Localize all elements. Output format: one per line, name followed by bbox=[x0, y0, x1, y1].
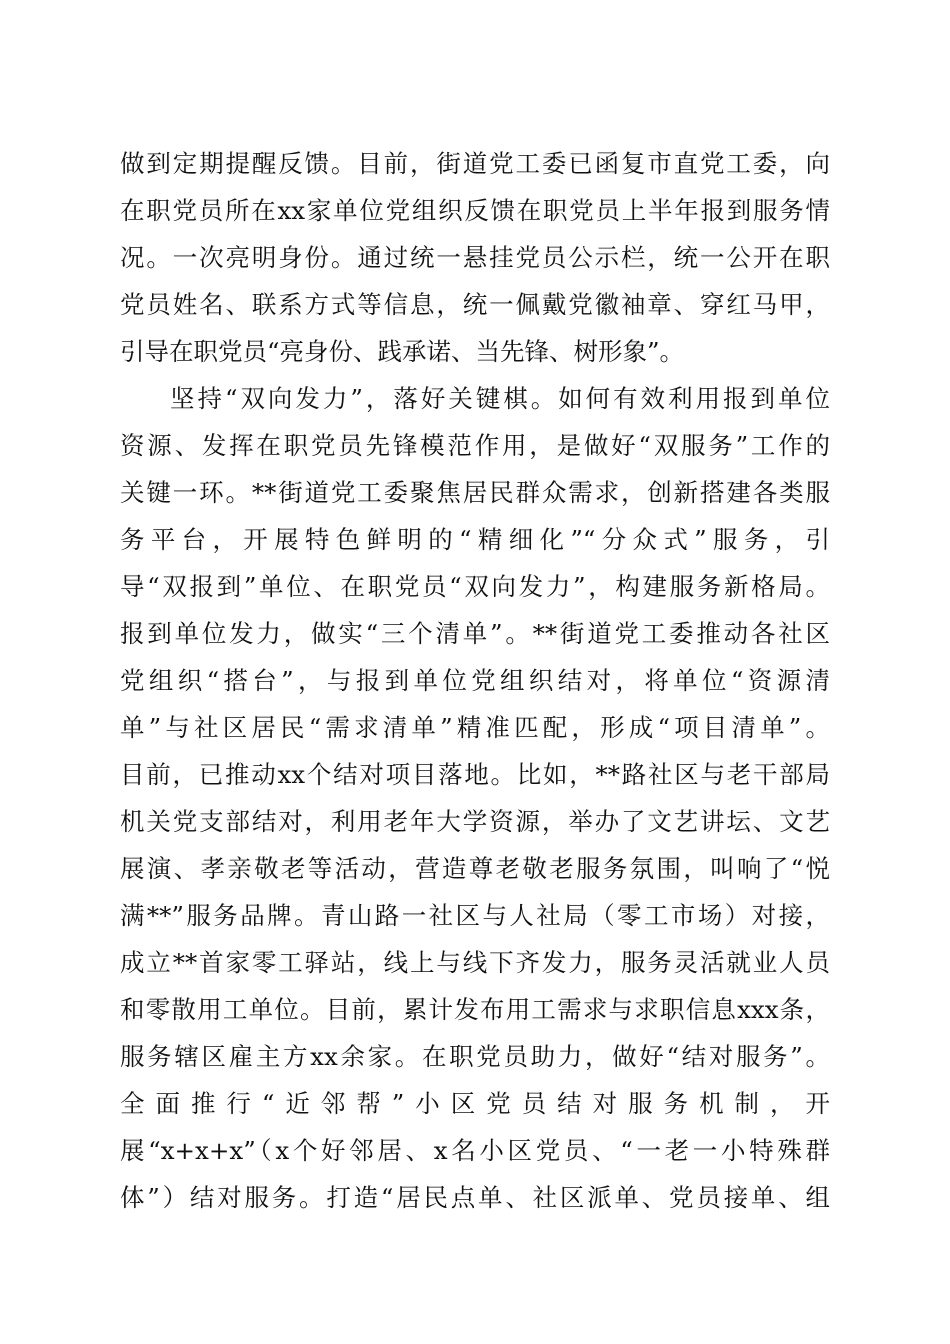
text-line: 和零散用工单位。目前，累计发布用工需求与求职信息xxx条， bbox=[120, 995, 830, 1024]
text-line: 机关党支部结对，利用老年大学资源，举办了文艺讲坛、文艺 bbox=[120, 807, 830, 836]
text-line: 单”与社区居民“需求清单”精准匹配，形成“项目清单”。 bbox=[120, 713, 830, 742]
text-line: 满**”服务品牌。青山路一社区与人社局（零工市场）对接， bbox=[120, 901, 830, 930]
text-line: 务平台，开展特色鲜明的“精细化”“分众式”服务，引 bbox=[120, 525, 830, 554]
text-line: 在职党员所在xx家单位党组织反馈在职党员上半年报到服务情 bbox=[120, 196, 830, 225]
text-line: 展演、孝亲敬老等活动，营造尊老敬老服务氛围，叫响了“悦 bbox=[120, 854, 830, 883]
text-line: 况。一次亮明身份。通过统一悬挂党员公示栏，统一公开在职 bbox=[120, 243, 830, 272]
text-line: 服务辖区雇主方xx余家。在职党员助力，做好“结对服务”。 bbox=[120, 1042, 830, 1071]
text-line: 关键一环。**街道党工委聚焦居民群众需求，创新搭建各类服 bbox=[120, 478, 830, 507]
text-line: 成立**首家零工驿站，线上与线下齐发力，服务灵活就业人员 bbox=[120, 948, 830, 977]
text-line: 导“双报到”单位、在职党员“双向发力”，构建服务新格局。 bbox=[120, 572, 830, 601]
body-text bbox=[120, 140, 830, 1221]
text-line: 体”）结对服务。打造“居民点单、社区派单、党员接单、组 bbox=[120, 1183, 830, 1212]
text-line: 做到定期提醒反馈。目前，街道党工委已函复市直党工委，向 bbox=[120, 149, 830, 178]
text-line: 引导在职党员“亮身份、践承诺、当先锋、树形象”。 bbox=[120, 337, 685, 366]
text-line: 党员姓名、联系方式等信息，统一佩戴党徽袖章、穿红马甲， bbox=[120, 290, 830, 319]
text-line: 资源、发挥在职党员先锋模范作用，是做好“双服务”工作的 bbox=[120, 431, 830, 460]
paragraph-first-line: 坚持“双向发力”，落好关键棋。如何有效利用报到单位 bbox=[170, 384, 830, 413]
text-line: 全面推行“近邻帮”小区党员结对服务机制，开 bbox=[120, 1089, 830, 1118]
text-line: 报到单位发力，做实“三个清单”。**街道党工委推动各社区 bbox=[120, 619, 830, 648]
text-line: 目前，已推动xx个结对项目落地。比如，**路社区与老干部局 bbox=[120, 760, 830, 789]
text-line: 展“x+x+x”（x个好邻居、x名小区党员、“一老一小特殊群 bbox=[120, 1136, 830, 1165]
text-line: 党组织“搭台”，与报到单位党组织结对，将单位“资源清 bbox=[120, 666, 830, 695]
